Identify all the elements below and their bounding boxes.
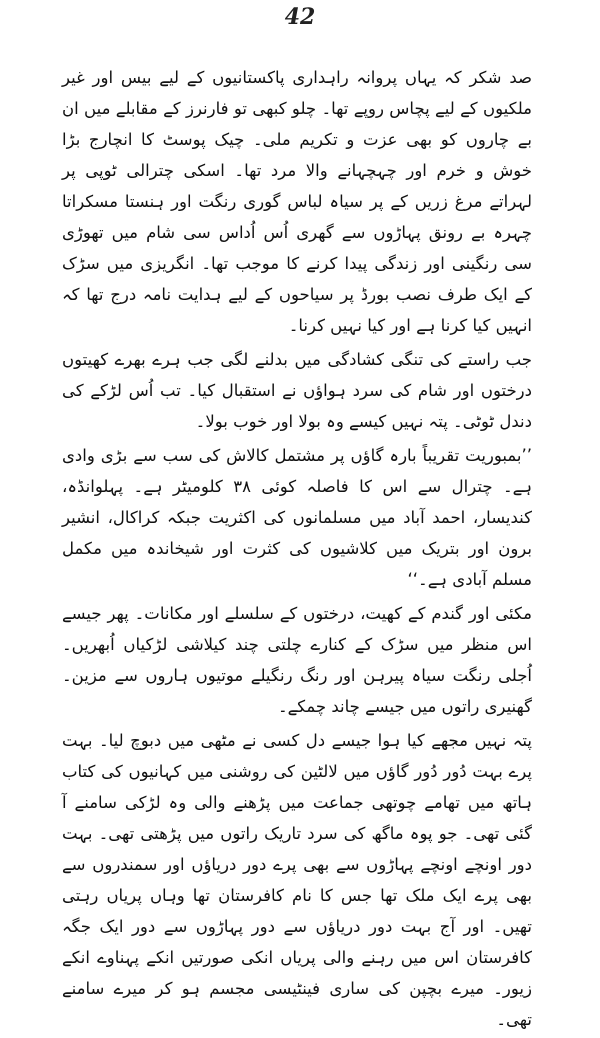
paragraph-3: ’’بمبوریت تقریباً بارہ گاؤں پر مشتمل کالاش کی سب سے بڑی وادی ہے۔ چترال سے اس کا فاصلہ کوئی ۳۸ کلومیٹر ہے۔ پہلوانڈہ، کندیسار، احمد آباد میں مسلمانوں کی اکثریت جبکہ کراکال، انشیر برون اور بتریک میں کلاشیوں کی کثرت اور شیخاندہ میں مکمل مسلم آبادی ہے۔‘‘: [62, 446, 532, 589]
paragraph-1: صد شکر کہ یہاں پروانہ راہداری پاکستانیوں کے لیے بیس اور غیر ملکیوں کے لیے پچاس روپے تھا۔ چلو کبھی تو فارنرز کے مقابلے میں ان بے چاروں کو بھی عزت و تکریم ملی۔ چیک پوسٹ کا انچارج بڑا خوش و خرم اور چہچہانے والا مرد تھا۔ اسکی چترالی ٹوپی پر لہراتے مرغ زریں کے پر سیاہ لباس گوری رنگت اور ہنستا مسکراتا چہرہ بے رونق پہاڑوں سے گھری اُس اُداس سی شام میں تھوڑی سی رنگینی اور زندگی پیدا کرنے کا موجب تھا۔ انگریزی میں سڑک کے ایک طرف نصب بورڈ پر سیاحوں کے لیے ہدایت نامہ درج تھا کہ انہیں کیا کرنا ہے اور کیا نہیں کرنا۔: [62, 68, 532, 335]
paragraph-5: پتہ نہیں مجھے کیا ہوا جیسے دل کسی نے مٹھی میں دبوچ لیا۔ بہت پرے بہت دُور دُور گاؤں میں لالٹین کی روشنی میں کہانیوں کی کتاب ہاتھ میں تھامے چوتھی جماعت میں پڑھنے والی وہ لڑکی سامنے آ گئی تھی۔ جو پوہ ماگھ کی سرد تاریک راتوں میں پڑھتی تھی۔ بہت دور اونچے اونچے پہاڑوں سے بھی پرے دور دریاؤں اور سمندروں سے بھی پرے ایک ملک تھا جس کا نام کافرستان تھا وہاں پریاں رہتی تھیں۔ اور آج بہت دور دریاؤں سے دور پہاڑوں سے دور ایک جگہ کافرستان اس میں رہنے والی پریاں انکی صورتیں انکے پہناوے انکے زیور۔ میرے بچپن کی ساری فینٹیسی مجسم ہو کر میرے سامنے تھی۔: [62, 731, 532, 1029]
body-text: [62, 62, 532, 1038]
paragraph-4: مکئی اور گندم کے کھیت، درختوں کے سلسلے اور مکانات۔ پھر جیسے اس منظر میں سڑک کے کنارے چلتی چند کیلاشی لڑکیاں اُبھریں۔ اُجلی رنگت سیاہ پیرہن اور رنگ رنگیلے موتیوں ہاروں سے مزین۔ گھنیری راتوں میں جیسے چاند چمکے۔: [62, 604, 532, 716]
paragraph-2: جب راستے کی تنگی کشادگی میں بدلنے لگی جب ہرے بھرے کھیتوں درختوں اور شام کی سرد ہواؤں نے استقبال کیا۔ تب اُس لڑکے کی دندل ٹوٹی۔ پتہ نہیں کیسے وہ بولا اور خوب بولا۔: [62, 350, 532, 431]
page-number: 42: [284, 4, 316, 30]
